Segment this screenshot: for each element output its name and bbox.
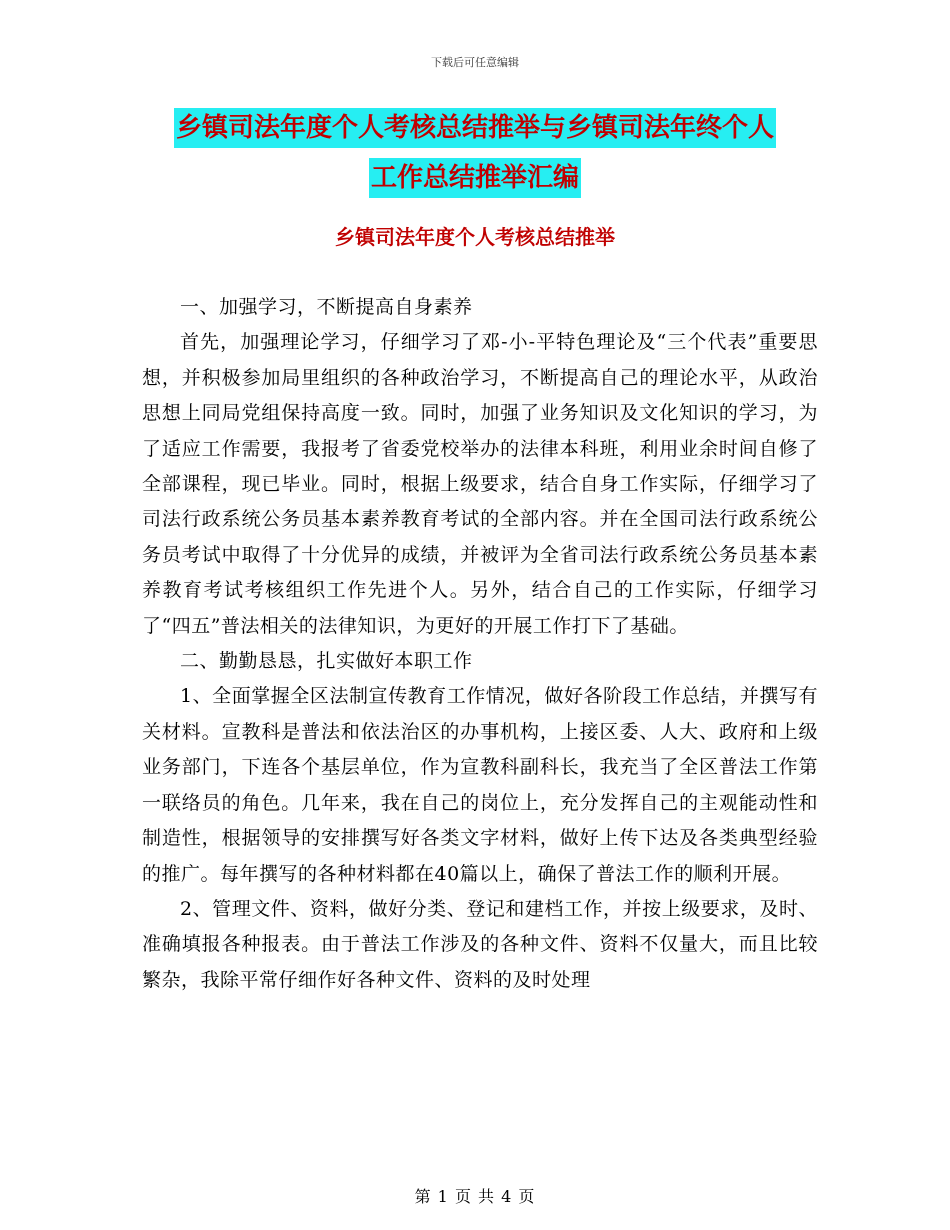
title-line-2: 工作总结推举汇编 xyxy=(369,158,581,198)
title-line-1: 乡镇司法年度个人考核总结推举与乡镇司法年终个人 xyxy=(174,108,776,148)
body-text xyxy=(142,290,818,998)
page-footer: 第 1 页 共 4 页 xyxy=(414,1187,536,1206)
section-title: 乡镇司法年度个人考核总结推举 xyxy=(335,225,615,249)
header-note: 下载后可任意编辑 xyxy=(431,56,519,69)
document-title xyxy=(140,108,810,198)
paragraph-heading-2: 二、勤勤恳恳，扎实做好本职工作 xyxy=(180,650,473,673)
paragraph: 1、全面掌握全区法制宣传教育工作情况，做好各阶段工作总结，并撰写有关材料。宣教科是普法和依法治区的办事机构，上接区委、人大、政府和上级业务部门，下连各个基层单位，作为宣教科副科长，我充当了全区普法工作第一联络员的角色。几年来，我在自己的岗位上，充分发挥自己的主观能动性和制造性，根据领导的安排撰写好各类文字材料，做好上传下达及各类典型经验的推广。每年撰写的各种材料都在40篇以上，确保了普法工作的顺利开展。 xyxy=(142,685,818,885)
paragraph-heading-1: 一、加强学习，不断提高自身素养 xyxy=(180,296,473,318)
paragraph: 2、管理文件、资料，做好分类、登记和建档工作，并按上级要求，及时、准确填报各种报表。由于普法工作涉及的各种文件、资料不仅量大，而且比较繁杂，我除平常仔细作好各种文件、资料的及时处理 xyxy=(142,897,818,991)
paragraph: 首先，加强理论学习，仔细学习了邓-小-平特色理论及“三个代表”重要思想，并积极参加局里组织的各种政治学习，不断提高自己的理论水平，从政治思想上同局党组保持高度一致。同时，加强了业务知识及文化知识的学习，为了适应工作需要，我报考了省委党校举办的法律本科班，利用业余时间自修了全部课程，现已毕业。同时，根据上级要求，结合自身工作实际，仔细学习了司法行政系统公务员基本素养教育考试的全部内容。并在全国司法行政系统公务员考试中取得了十分优异的成绩，并被评为全省司法行政系统公务员基本素养教育考试考核组织工作先进个人。另外，结合自己的工作实际，仔细学习了“四五”普法相关的法律知识，为更好的开展工作打下了基础。 xyxy=(142,331,818,637)
